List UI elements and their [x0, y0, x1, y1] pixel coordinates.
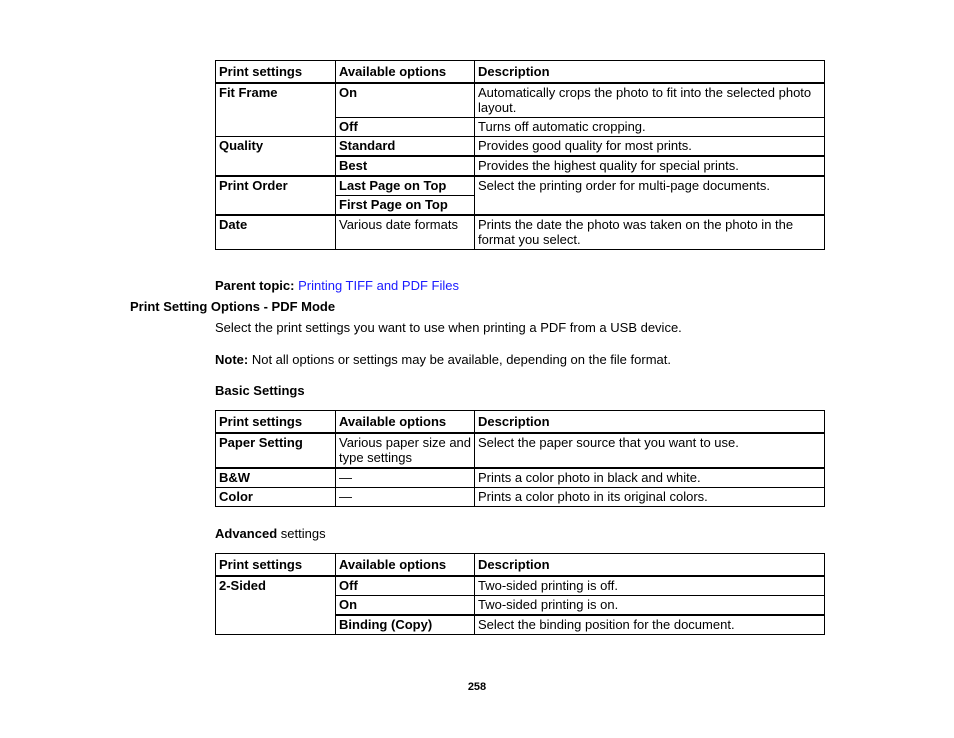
table-header-row — [216, 61, 825, 84]
header-description: Description — [475, 411, 825, 434]
table-row — [216, 83, 825, 118]
description: Provides good quality for most prints. — [475, 137, 825, 157]
description: Select the binding position for the document. — [475, 615, 825, 635]
setting-date: Date — [216, 215, 336, 250]
description: Prints a color photo in its original colors. — [475, 488, 825, 507]
option-various-date-formats: Various date formats — [336, 215, 475, 250]
option-last-page-on-top: Last Page on Top — [336, 176, 475, 196]
header-print-settings: Print settings — [216, 61, 336, 84]
setting-bw: B&W — [216, 468, 336, 488]
description: Provides the highest quality for special prints. — [475, 156, 825, 176]
setting-quality: Quality — [216, 137, 336, 177]
table-row — [216, 433, 825, 468]
header-print-settings: Print settings — [216, 411, 336, 434]
description: Two-sided printing is off. — [475, 576, 825, 596]
advanced-settings-table — [215, 553, 825, 635]
option: — — [336, 488, 475, 507]
description: Select the printing order for multi-page documents. — [475, 176, 825, 215]
option-standard: Standard — [336, 137, 475, 157]
option-on: On — [336, 83, 475, 118]
header-print-settings: Print settings — [216, 554, 336, 577]
description: Prints the date the photo was taken on the photo in the format you select. — [475, 215, 825, 250]
option: Various paper size and type settings — [336, 433, 475, 468]
parent-topic-label: Parent topic: — [215, 278, 295, 293]
description: Prints a color photo in black and white. — [475, 468, 825, 488]
advanced-settings-heading — [215, 526, 326, 541]
table-row — [216, 576, 825, 596]
parent-topic-link[interactable]: Printing TIFF and PDF Files — [298, 278, 459, 293]
note-label: Note: — [215, 352, 249, 367]
table-row — [216, 137, 825, 157]
parent-topic — [215, 278, 459, 293]
header-description: Description — [475, 554, 825, 577]
option-best: Best — [336, 156, 475, 176]
header-available-options: Available options — [336, 411, 475, 434]
table-row — [216, 176, 825, 196]
basic-settings-heading: Basic Settings — [215, 383, 305, 398]
option-off: Off — [336, 118, 475, 137]
note — [215, 352, 671, 367]
advanced-heading-rest: settings — [280, 526, 326, 541]
description: Automatically crops the photo to fit into the selected photo layout. — [475, 83, 825, 118]
header-available-options: Available options — [336, 554, 475, 577]
page-number: 258 — [467, 681, 487, 693]
description: Select the paper source that you want to use. — [475, 433, 825, 468]
option-on: On — [336, 596, 475, 616]
description: Two-sided printing is on. — [475, 596, 825, 616]
setting-print-order: Print Order — [216, 176, 336, 215]
note-text: Not all options or settings may be available, depending on the file format. — [251, 352, 671, 367]
setting-color: Color — [216, 488, 336, 507]
table-header-row — [216, 411, 825, 434]
setting-paper-setting: Paper Setting — [216, 433, 336, 468]
setting-2-sided: 2-Sided — [216, 576, 336, 635]
option-off: Off — [336, 576, 475, 596]
basic-settings-table — [215, 410, 825, 507]
header-available-options: Available options — [336, 61, 475, 84]
intro-text: Select the print settings you want to use when printing a PDF from a USB device. — [215, 320, 682, 335]
table-row — [216, 215, 825, 250]
table-header-row — [216, 554, 825, 577]
option-binding-copy: Binding (Copy) — [336, 615, 475, 635]
tiff-settings-table — [215, 60, 825, 250]
description: Turns off automatic cropping. — [475, 118, 825, 137]
table-row — [216, 488, 825, 507]
option-first-page-on-top: First Page on Top — [336, 196, 475, 216]
setting-fit-frame: Fit Frame — [216, 83, 336, 137]
table-row — [216, 468, 825, 488]
section-title: Print Setting Options - PDF Mode — [130, 299, 336, 314]
header-description: Description — [475, 61, 825, 84]
advanced-heading-bold: Advanced — [215, 526, 278, 541]
option: — — [336, 468, 475, 488]
